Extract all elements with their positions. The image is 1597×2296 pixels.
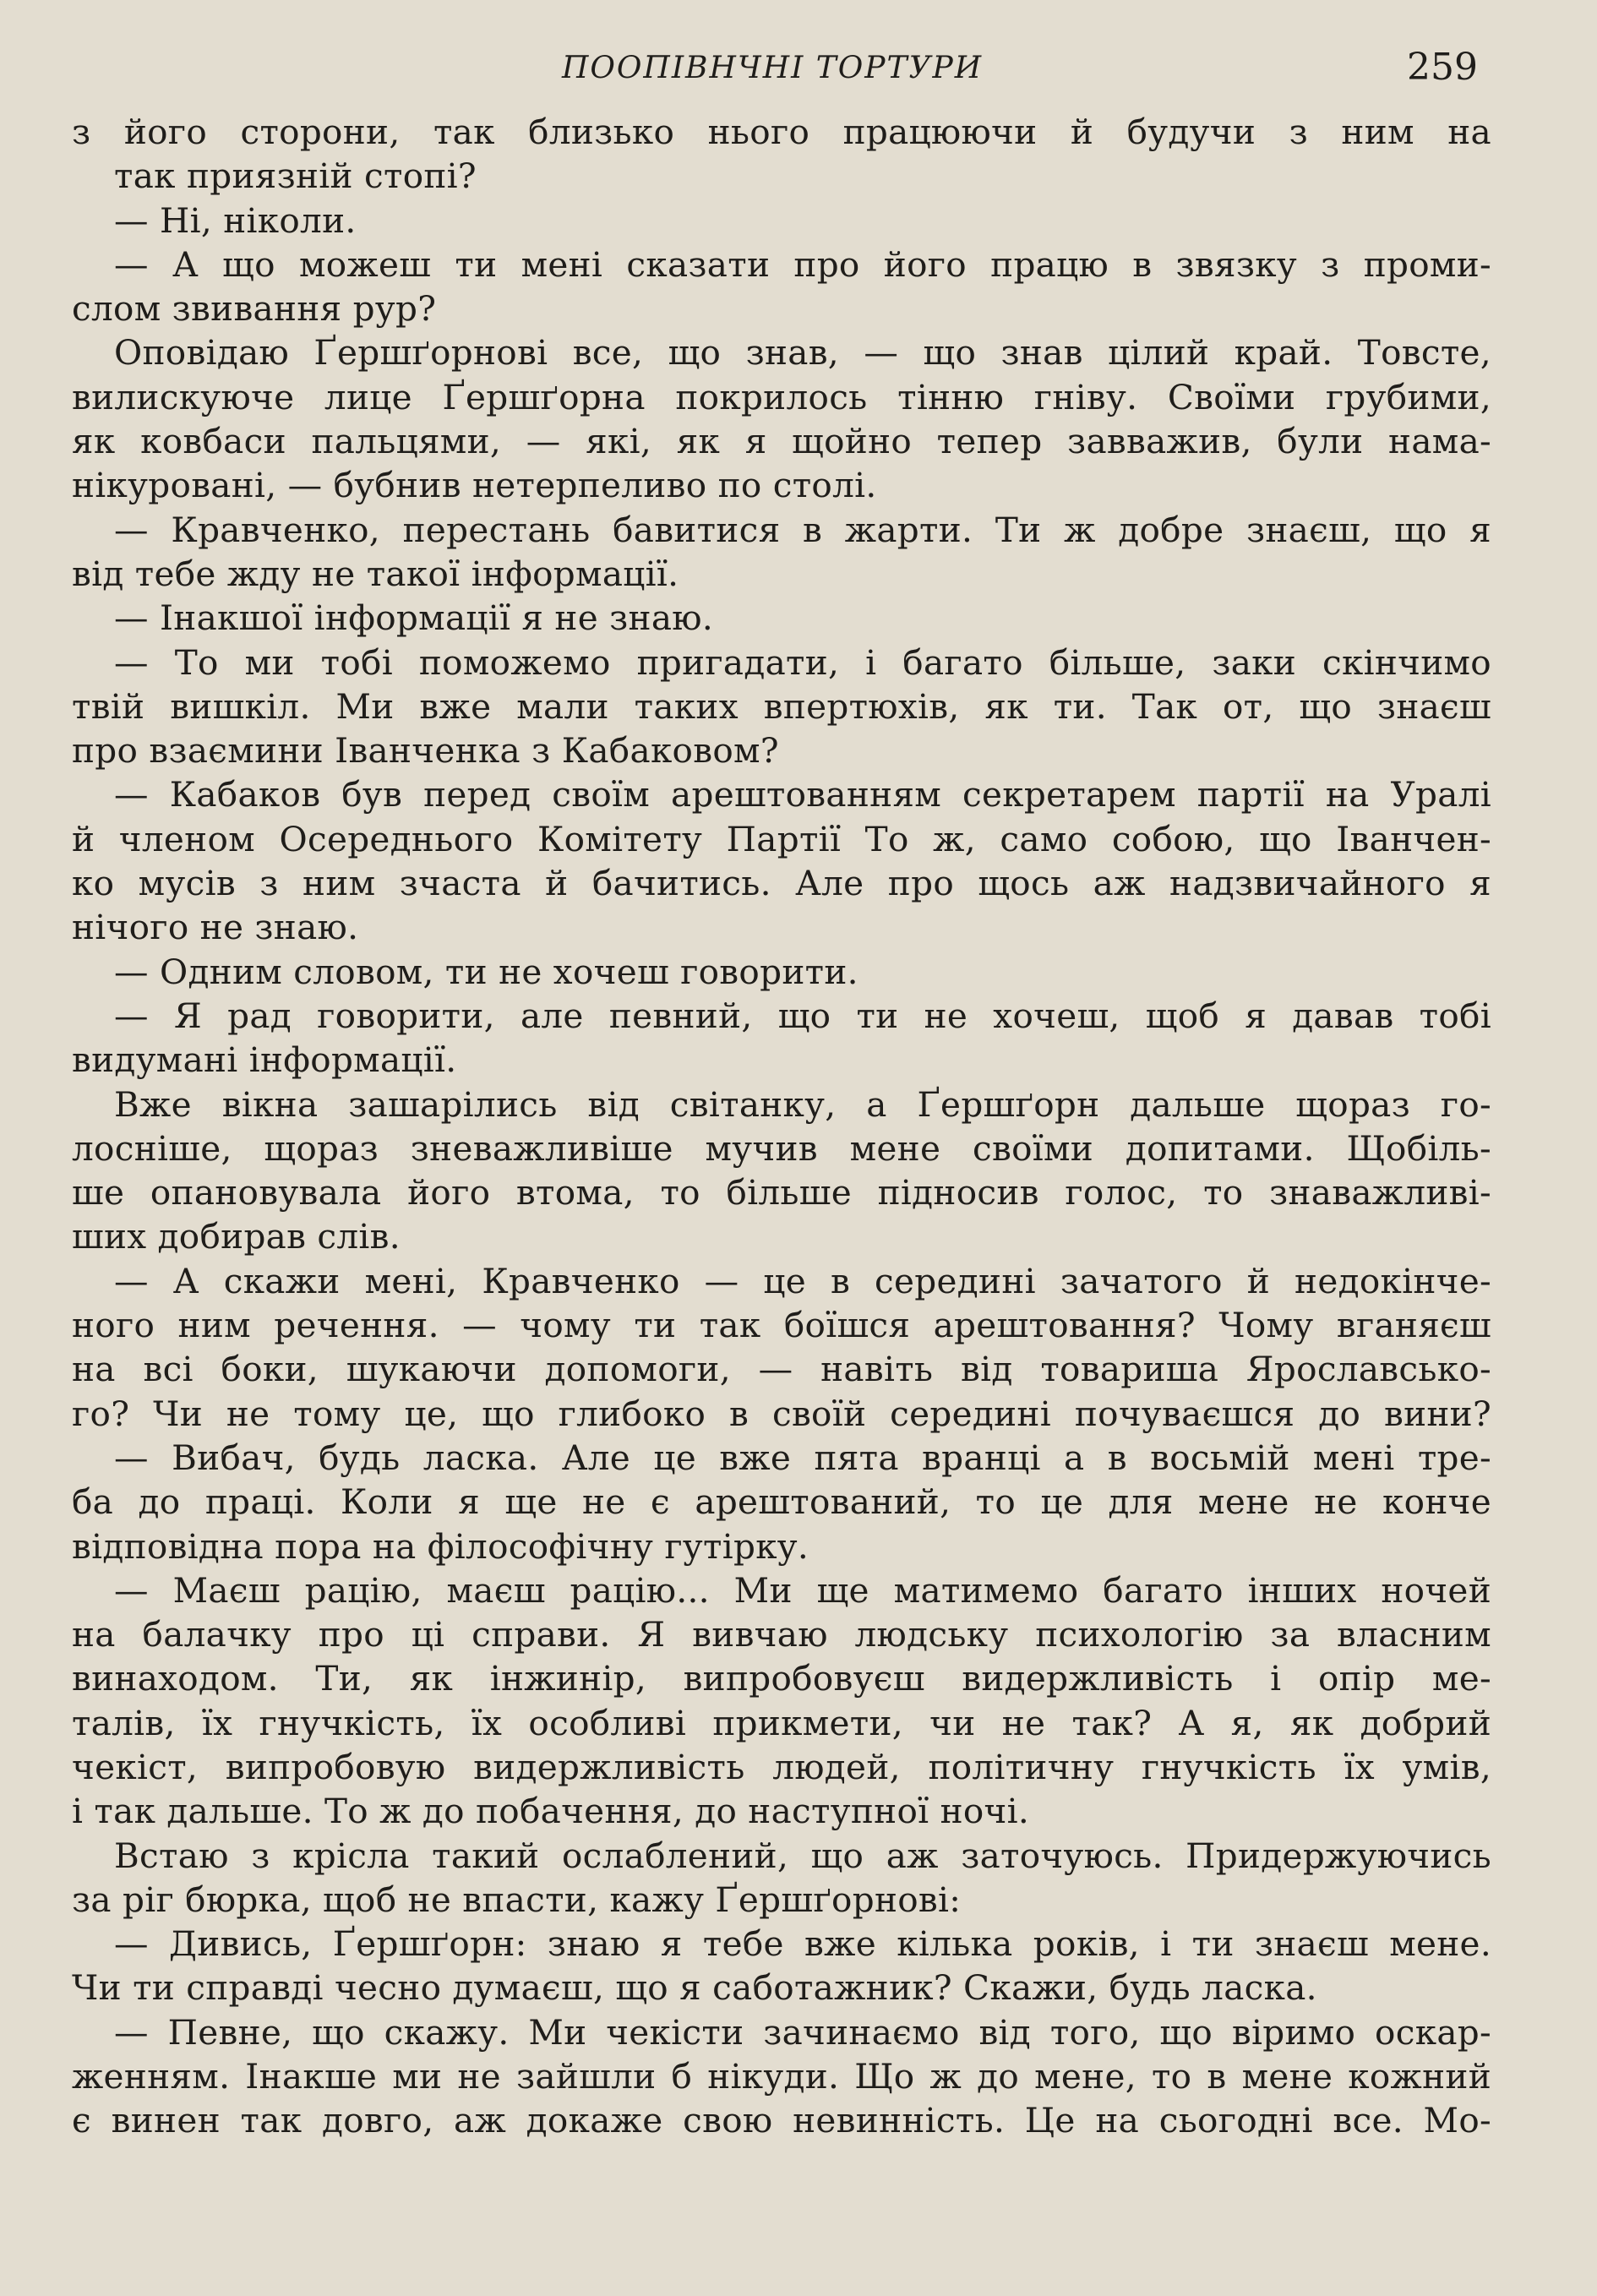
text-line: ко мусів з ним зчаста й бачитись. Але про щось аж надзвичайного я (72, 863, 1491, 904)
text-line: Чи ти справді чесно думаєш, що я саботажник? Скажи, будь ласка. (72, 1967, 1317, 2009)
text-line: ба до праці. Коли я ще не є арештований, то це для мене не конче (72, 1481, 1491, 1523)
text-line: лосніше, щораз зневажливіше мучив мене своїми допитами. Щобіль- (72, 1127, 1491, 1169)
text-line: — То ми тобі поможемо пригадати, і багато більше, заки скінчимо (114, 641, 1491, 683)
text-line: Вже вікна зашарілись від світанку, а Ґершґорн дальше щораз го- (114, 1083, 1491, 1125)
text-line: на балачку про ці справи. Я вивчаю людську психологію за власним (72, 1614, 1491, 1655)
text-line: твій вишкіл. Ми вже мали таких впертюхів, як ти. Так от, що знаєш (72, 685, 1491, 727)
text-line: вилискуюче лице Ґершґорна покрилось тінню гніву. Своїми грубими, (72, 376, 1491, 417)
text-line: — А що можеш ти мені сказати про його працю в звязку з проми- (114, 243, 1491, 285)
text-line: відповідна пора на філософічну гутірку. (72, 1525, 809, 1567)
text-line: — Я рад говорити, але певний, що ти не хочеш, щоб я давав тобі (114, 995, 1491, 1036)
text-line: — Ні, ніколи. (114, 199, 357, 241)
text-line: Встаю з крісла такий ослаблений, що аж заточуюсь. Придержуючись (114, 1835, 1491, 1876)
text-line: — Маєш рацію, маєш рацію... Ми ще матимемо багато інших ночей (114, 1569, 1491, 1611)
text-line: — Одним словом, ти не хочеш говорити. (114, 951, 858, 992)
text-line: ного ним речення. — чому ти так боїшся арештовання? Чому вганяєш (72, 1305, 1491, 1346)
text-line: винаходом. Ти, як інжинір, випробовуєш видержливість і опір ме- (72, 1658, 1491, 1699)
text-line: від тебе жду не такої інформації. (72, 553, 679, 594)
text-line: женням. Інакше ми не зайшли б нікуди. Що ж до мене, то в мене кожний (72, 2056, 1491, 2097)
text-line: слом звивання рур? (72, 288, 437, 330)
text-line: видумані інформації. (72, 1039, 457, 1081)
page-header (0, 46, 1597, 96)
text-line: — Кравченко, перестань бавитися в жарти. Ти ж добре знаєш, що я (114, 509, 1491, 550)
text-line: — Дивись, Ґершґорн: знаю я тебе вже кілька років, і ти знаєш мене. (114, 1923, 1491, 1965)
text-line: — Певне, що скажу. Ми чекісти зачинаємо від того, що віримо оскар- (114, 2011, 1491, 2053)
text-line: і так дальше. То ж до побачення, до наступної ночі. (72, 1791, 1030, 1832)
body-text (72, 110, 1491, 2143)
text-line: так приязній стопі? (114, 155, 477, 197)
page-number: 259 (1407, 46, 1478, 89)
text-line: про взаємини Іванченка з Кабаковом? (72, 730, 779, 772)
text-line: нікуровані, — бубнив нетерпеливо по столі. (72, 465, 877, 506)
text-line: є винен так довго, аж докаже свою невинність. Це на сьогодні все. Мо- (72, 2100, 1491, 2141)
text-line: — А скажи мені, Кравченко — це в середині зачатого й недокінче- (114, 1260, 1491, 1301)
text-line: чекіст, випробовую видержливість людей, політичну гнучкість їх умів, (72, 1746, 1491, 1787)
text-line: за ріг бюрка, щоб не впасти, кажу Ґершґорнові: (72, 1879, 962, 1920)
text-line: талів, їх гнучкість, їх особливі прикмети, чи не так? А я, як добрий (72, 1702, 1491, 1743)
text-line: ших добирав слів. (72, 1216, 401, 1257)
text-line: го? Чи не тому це, що глибоко в своїй середині почуваєшся до вини? (72, 1393, 1491, 1434)
text-line: як ковбаси пальцями, — які, як я щойно тепер завважив, були нама- (72, 421, 1491, 462)
text-line: на всі боки, шукаючи допомоги, — навіть від товариша Ярославсько- (72, 1349, 1491, 1390)
running-head: ПООПІВНЧНІ ТОРТУРИ (562, 51, 984, 85)
text-line: з його сторони, так близько нього працюючи й будучи з ним на (72, 112, 1491, 152)
text-line: — Інакшої інформації я не знаю. (114, 597, 714, 639)
text-line: — Вибач, будь ласка. Але це вже пята вранці а в восьмій мені тре- (114, 1437, 1491, 1478)
text-line: Оповідаю Ґершґорнові все, що знав, — що знав цілий край. Товсте, (114, 332, 1491, 374)
text-line: ше опановувала його втома, то більше підносив голос, то знаважливі- (72, 1172, 1491, 1213)
text-line: — Кабаков був перед своїм арештованням секретарем партії на Уралі (114, 774, 1491, 815)
text-line: нічого не знаю. (72, 907, 359, 948)
text-line: й членом Осереднього Комітету Партії То ж, само собою, що Іванчен- (72, 818, 1491, 859)
